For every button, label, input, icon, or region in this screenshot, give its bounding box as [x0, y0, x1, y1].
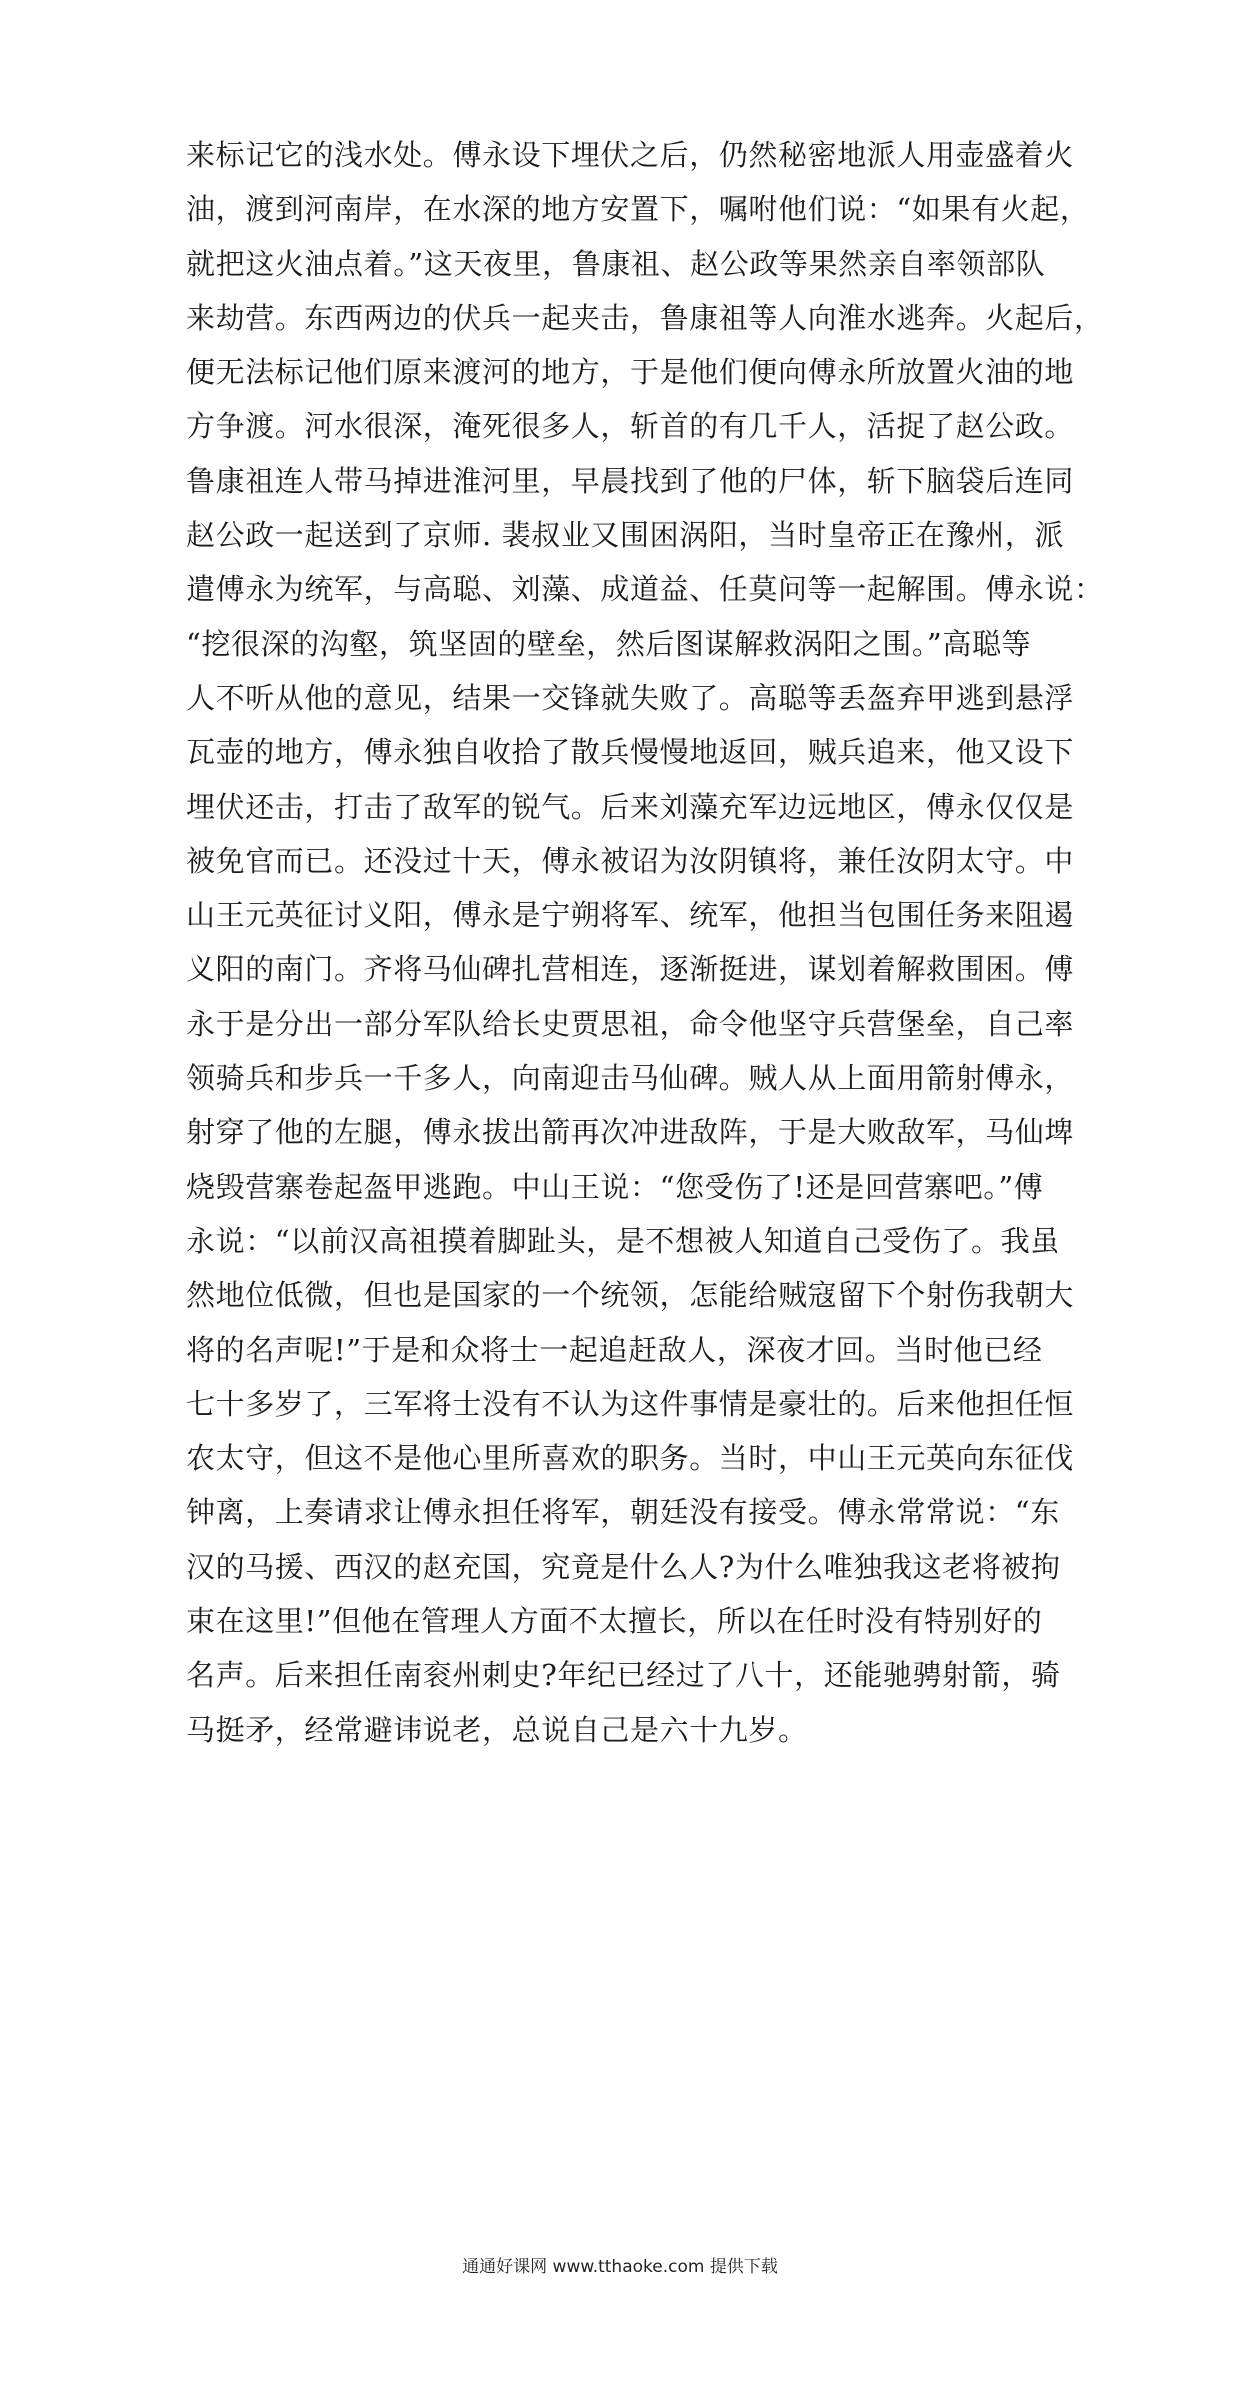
page-footer: 通通好课网 www.tthaoke.com 提供下载: [462, 2257, 778, 2277]
text-line: 义阳的南门。齐将马仙碑扎营相连，逐渐挺进，谋划着解救围困。傅: [186, 952, 1075, 987]
text-line: 遣傅永为统军，与高聪、刘藻、成道益、任莫问等一起解围。傅永说：: [186, 572, 1104, 607]
text-line: 来标记它的浅水处。傅永设下埋伏之后，仍然秘密地派人用壶盛着火: [186, 138, 1075, 172]
text-line: 来劫营。东西两边的伏兵一起夹击，鲁康祖等人向淮水逃奔。火起后，: [186, 300, 1104, 335]
text-line: 名声。后来担任南衮州刺史?年纪已经过了八十，还能驰骋射箭，骑: [186, 1658, 1061, 1693]
text-line: 农太守，但这不是他心里所喜欢的职务。当时，中山王元英向东征伐: [186, 1441, 1075, 1476]
text-line: 赵公政一起送到了京师. 裴叔业又围困涡阳，当时皇帝正在豫州，派: [186, 518, 1065, 553]
text-line: “挖很深的沟壑，筑坚固的壁垒，然后图谋解救涡阳之围。”高聪等: [186, 626, 1032, 661]
text-line: 人不听从他的意见，结果一交锋就失败了。高聪等丢盔弃甲逃到悬浮: [186, 680, 1075, 715]
text-line: 束在这里!”但他在管理人方面不太擅长，所以在任时没有特别好的: [186, 1604, 1043, 1639]
text-line: 七十多岁了，三军将士没有不认为这件事情是豪壮的。后来他担任恒: [186, 1386, 1075, 1421]
text-line: 烧毁营寨卷起盔甲逃跑。中山王说：“您受伤了!还是回营寨吧。”傅: [186, 1169, 1044, 1204]
text-line: 瓦壶的地方，傅永独自收拾了散兵慢慢地返回，贼兵追来，他又设下: [186, 735, 1075, 770]
text-line: 马挺矛，经常避讳说老，总说自己是六十九岁。: [186, 1712, 808, 1747]
text-line: 便无法标记他们原来渡河的地方，于是他们便向傅永所放置火油的地: [186, 355, 1075, 390]
text-line: 埋伏还击，打击了敌军的锐气。后来刘藻充军边远地区，傅永仅仅是: [186, 789, 1075, 824]
text-line: 就把这火油点着。”这天夜里，鲁康祖、赵公政等果然亲自率领部队: [186, 246, 1046, 281]
text-line: 领骑兵和步兵一千多人，向南迎击马仙碑。贼人从上面用箭射傅永，: [186, 1061, 1075, 1096]
text-line: 油，渡到河南岸，在水深的地方安置下，嘱咐他们说：“如果有火起，: [186, 192, 1090, 227]
text-line: 永说：“以前汉高祖摸着脚趾头，是不想被人知道自己受伤了。我虽: [186, 1223, 1060, 1258]
text-line: 鲁康祖连人带马掉进淮河里，早晨找到了他的尸体，斩下脑袋后连同: [186, 463, 1075, 498]
text-line: 永于是分出一部分军队给长史贾思祖，命令他坚守兵营堡垒，自己率: [186, 1006, 1075, 1041]
body-text: [186, 128, 1104, 1757]
text-line: 然地位低微，但也是国家的一个统领，怎能给贼寇留下个射伤我朝大: [186, 1278, 1075, 1313]
text-line: 钟离，上奏请求让傅永担任将军，朝廷没有接受。傅永常常说：“东: [186, 1495, 1060, 1530]
text-line: 汉的马援、西汉的赵充国，究竟是什么人?为什么唯独我这老将被拘: [186, 1549, 1061, 1584]
text-line: 被免官而已。还没过十天，傅永被诏为汝阴镇将，兼任汝阴太守。中: [186, 843, 1075, 878]
text-line: 将的名声呢!”于是和众将士一起追赶敌人，深夜才回。当时他已经: [186, 1332, 1043, 1367]
text-line: 射穿了他的左腿，傅永拔出箭再次冲进敌阵，于是大败敌军，马仙埤: [186, 1115, 1075, 1150]
text-line: 山王元英征讨义阳，傅永是宁朔将军、统军，他担当包围任务来阻遏: [186, 898, 1075, 933]
text-line: 方争渡。河水很深，淹死很多人，斩首的有几千人，活捉了赵公政。: [186, 409, 1075, 444]
